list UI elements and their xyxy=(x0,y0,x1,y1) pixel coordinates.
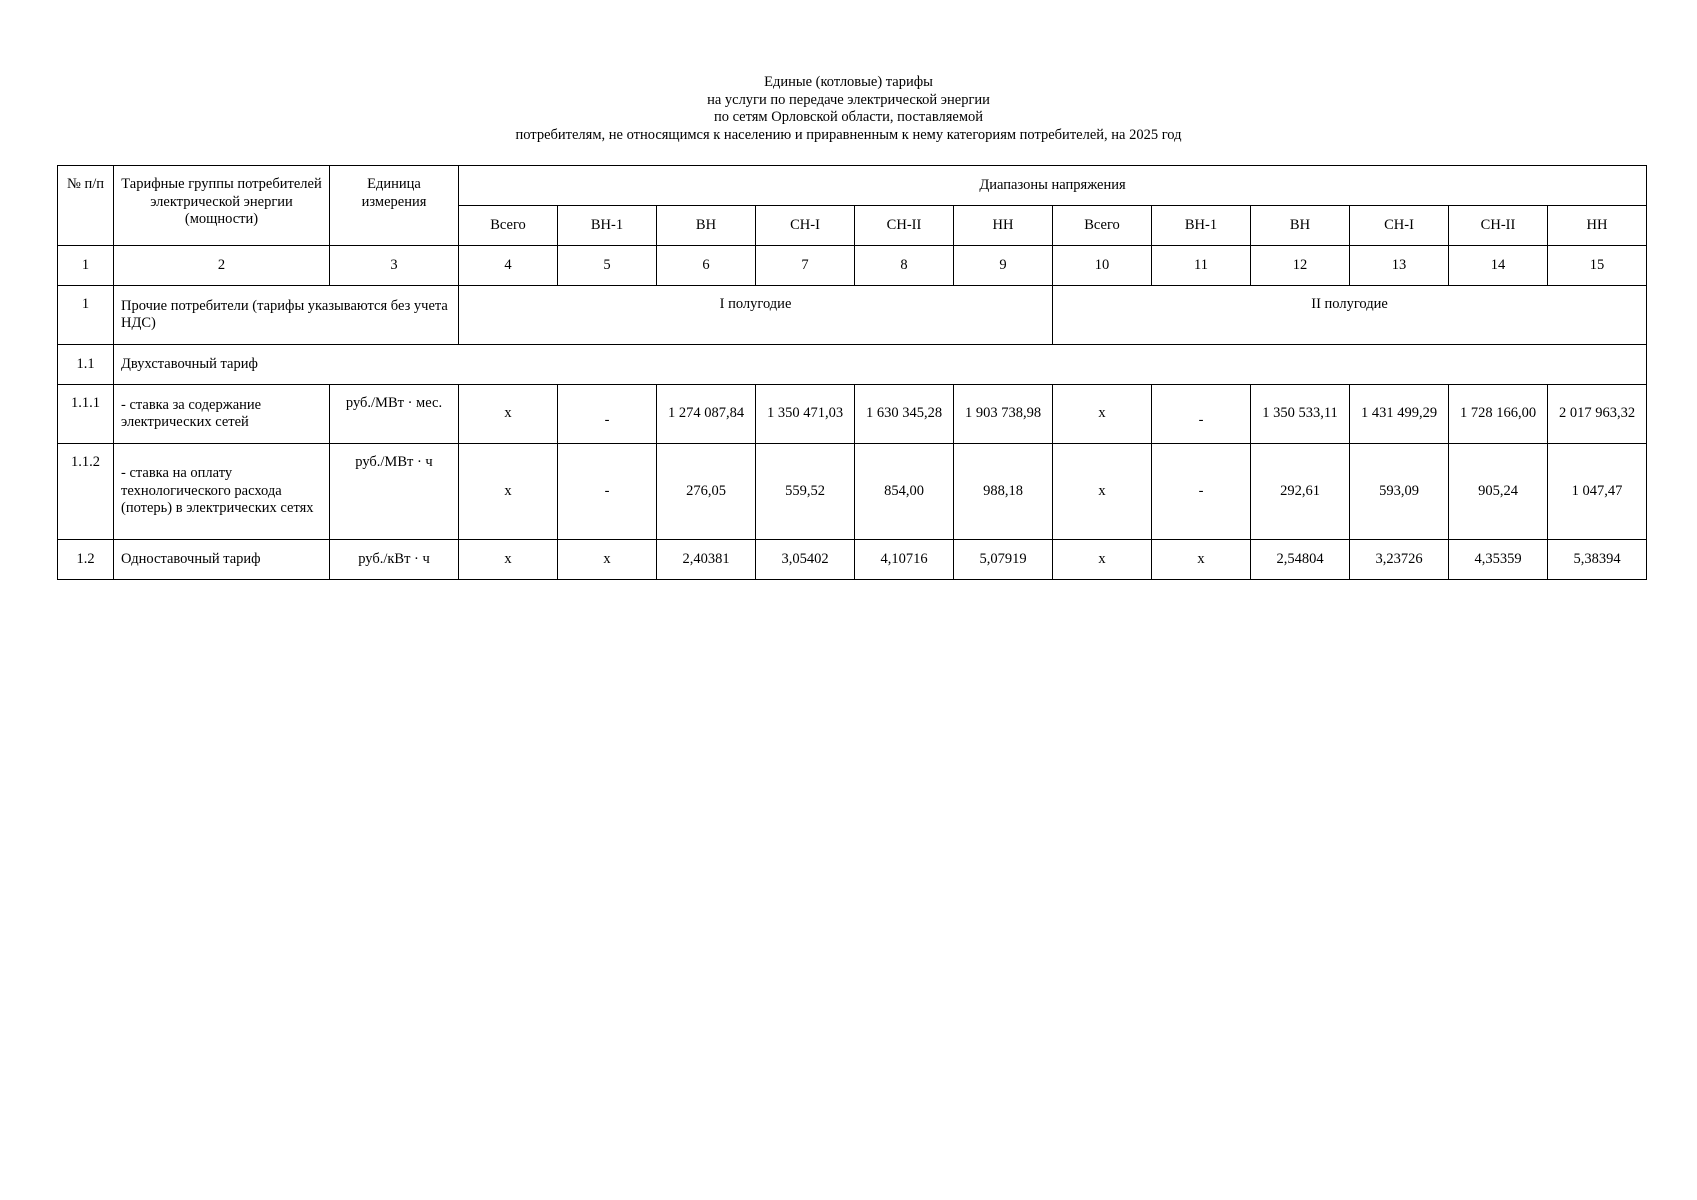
column-number: 8 xyxy=(855,246,954,286)
column-number: 12 xyxy=(1251,246,1350,286)
header-row-1 xyxy=(58,166,1647,206)
row-unit: руб./МВт · ч xyxy=(330,444,459,540)
row-name: Прочие потребители (тарифы указываются без учета НДС) xyxy=(114,286,459,345)
row-name: Одноставочный тариф xyxy=(114,540,330,580)
value-cell: 292,61 xyxy=(1251,444,1350,540)
value-cell: 593,09 xyxy=(1350,444,1449,540)
value-cell: 4,35359 xyxy=(1449,540,1548,580)
row-name: - ставка за содержание электрических сетей xyxy=(114,385,330,444)
title-line-3: по сетям Орловской области, поставляемой xyxy=(713,109,984,125)
value-cell: 1 630 345,28 xyxy=(855,385,954,444)
value-cell: х xyxy=(459,444,558,540)
header-level: НН xyxy=(954,206,1053,246)
table-row xyxy=(58,444,1647,540)
header-level: СН-I xyxy=(756,206,855,246)
value-cell: 1 047,47 xyxy=(1548,444,1647,540)
value-cell: 559,52 xyxy=(756,444,855,540)
row-number: 1.2 xyxy=(58,540,114,580)
header-unit: Единица измерения xyxy=(330,166,459,246)
column-number: 13 xyxy=(1350,246,1449,286)
header-level: ВН-1 xyxy=(1152,206,1251,246)
column-number-row xyxy=(58,246,1647,286)
table-row xyxy=(58,540,1647,580)
header-level: СН-II xyxy=(1449,206,1548,246)
row-unit: руб./кВт · ч xyxy=(330,540,459,580)
column-number: 3 xyxy=(330,246,459,286)
value-cell: 1 903 738,98 xyxy=(954,385,1053,444)
header-groups: Тарифные группы потребителей электрической энергии (мощности) xyxy=(114,166,330,246)
value-cell: х xyxy=(459,385,558,444)
column-number: 9 xyxy=(954,246,1053,286)
row-number: 1.1 xyxy=(58,345,114,385)
column-number: 2 xyxy=(114,246,330,286)
value-cell: 2,40381 xyxy=(657,540,756,580)
title-line-2: на услуги по передаче электрической энергии xyxy=(707,91,990,108)
header-level: СН-I xyxy=(1350,206,1449,246)
value-cell: - xyxy=(1152,385,1251,444)
value-cell: 2 017 963,32 xyxy=(1548,385,1647,444)
value-cell: 988,18 xyxy=(954,444,1053,540)
header-level: НН xyxy=(1548,206,1647,246)
value-cell: - xyxy=(1152,444,1251,540)
value-cell: 276,05 xyxy=(657,444,756,540)
header-level: ВН xyxy=(1251,206,1350,246)
row-number: 1.1.1 xyxy=(58,385,114,444)
document-title xyxy=(0,74,1697,144)
column-number: 10 xyxy=(1053,246,1152,286)
header-num: № п/п xyxy=(58,166,114,246)
value-cell: 3,05402 xyxy=(756,540,855,580)
value-cell: 3,23726 xyxy=(1350,540,1449,580)
title-line-1: Единые (котловые) тарифы xyxy=(764,74,933,90)
value-cell: х xyxy=(1053,444,1152,540)
value-cell: 1 431 499,29 xyxy=(1350,385,1449,444)
value-cell: х xyxy=(1053,540,1152,580)
value-cell: х xyxy=(1053,385,1152,444)
value-cell: 905,24 xyxy=(1449,444,1548,540)
value-cell: х xyxy=(558,540,657,580)
value-cell: 1 350 471,03 xyxy=(756,385,855,444)
header-level: ВН xyxy=(657,206,756,246)
header-level: Всего xyxy=(459,206,558,246)
column-number: 14 xyxy=(1449,246,1548,286)
column-number: 4 xyxy=(459,246,558,286)
header-level: СН-II xyxy=(855,206,954,246)
header-level: Всего xyxy=(1053,206,1152,246)
row-name: Двухставочный тариф xyxy=(114,345,1647,385)
column-number: 1 xyxy=(58,246,114,286)
header-voltage-ranges: Диапазоны напряжения xyxy=(459,166,1647,206)
value-cell: 1 728 166,00 xyxy=(1449,385,1548,444)
table-row xyxy=(58,345,1647,385)
row-name: - ставка на оплату технологического расхода (потерь) в электрических сетях xyxy=(114,444,330,540)
table-row xyxy=(58,286,1647,345)
column-number: 15 xyxy=(1548,246,1647,286)
value-cell: 4,10716 xyxy=(855,540,954,580)
header-level: ВН-1 xyxy=(558,206,657,246)
row-unit: руб./МВт · мес. xyxy=(330,385,459,444)
value-cell: 5,07919 xyxy=(954,540,1053,580)
value-cell: 5,38394 xyxy=(1548,540,1647,580)
value-cell: 854,00 xyxy=(855,444,954,540)
table-row xyxy=(58,385,1647,444)
value-cell: х xyxy=(459,540,558,580)
column-number: 6 xyxy=(657,246,756,286)
column-number: 11 xyxy=(1152,246,1251,286)
half-year-2: II полугодие xyxy=(1053,286,1647,345)
row-number: 1 xyxy=(58,286,114,345)
column-number: 5 xyxy=(558,246,657,286)
value-cell: 1 350 533,11 xyxy=(1251,385,1350,444)
tariff-table xyxy=(57,165,1647,580)
row-number: 1.1.2 xyxy=(58,444,114,540)
value-cell: 2,54804 xyxy=(1251,540,1350,580)
value-cell: - xyxy=(558,444,657,540)
column-number: 7 xyxy=(756,246,855,286)
half-year-1: I полугодие xyxy=(459,286,1053,345)
value-cell: х xyxy=(1152,540,1251,580)
value-cell: 1 274 087,84 xyxy=(657,385,756,444)
title-line-4: потребителям, не относящимся к населению и приравненным к нему категориям потребителей, на 2025 год xyxy=(515,126,1182,143)
value-cell: - xyxy=(558,385,657,444)
